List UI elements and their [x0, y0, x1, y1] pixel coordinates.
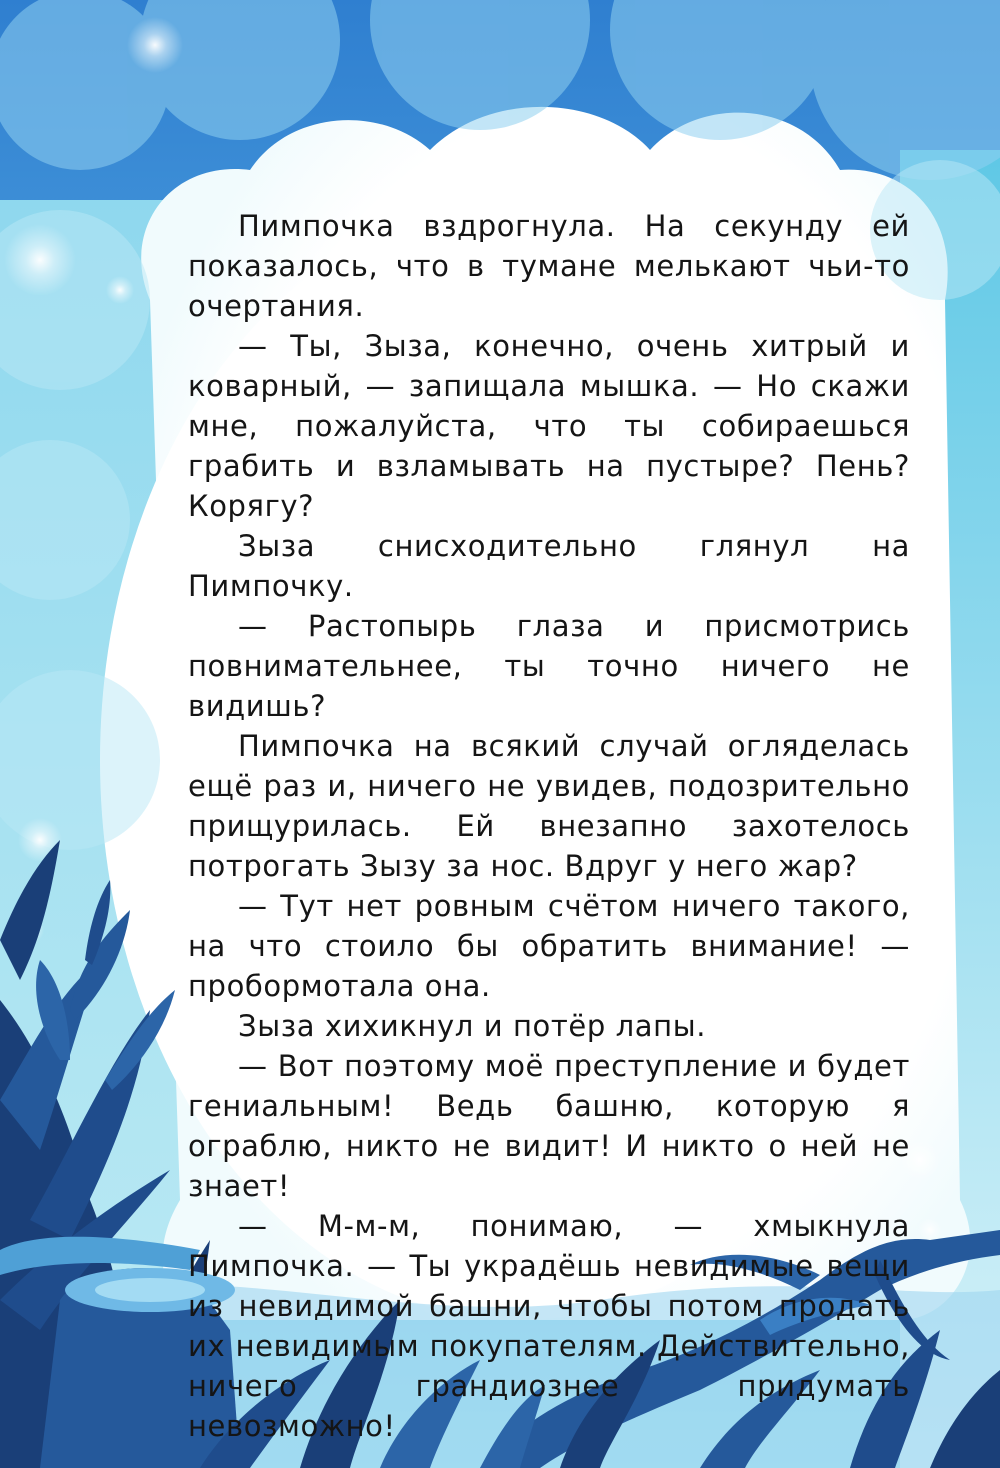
paragraph: — Тут нет ровным счётом ничего такого, на что стоило бы обратить внимание! — пробормотала она.: [188, 889, 910, 1003]
paragraph: Зыза снисходительно глянул на Пимпочку.: [188, 529, 910, 603]
paragraph: — М-м-м, понимаю, — хмыкнула Пимпочка. — Ты украдёшь невидимые вещи из невидимой башни, чтобы потом продать их невидимым покупателям. Действительно, ничего грандиознее придумать невозможно!: [188, 1209, 910, 1443]
paragraph: — Ты, Зыза, конечно, очень хитрый и коварный, — запищала мышка. — Но скажи мне, пожалуйста, что ты собираешься грабить и взламывать на пустыре? Пень? Корягу?: [188, 329, 910, 523]
paragraph: Пимпочка на всякий случай огляделась ещё раз и, ничего не увидев, подозрительно прищурилась. Ей внезапно захотелось потрогать Зызу за нос. Вдруг у него жар?: [188, 729, 910, 883]
paragraph: — Вот поэтому моё преступление и будет гениальным! Ведь башню, которую я ограблю, никто не видит! И никто о ней не знает!: [188, 1049, 910, 1203]
paragraph: Зыза хихикнул и потёр лапы.: [238, 1009, 707, 1043]
paragraph: Пимпочка вздрогнула. На секунду ей показалось, что в тумане мелькают чьи-то очертания.: [188, 209, 910, 323]
story-text: [188, 206, 910, 1446]
paragraph: — Растопырь глаза и присмотрись повнимательнее, ты точно ничего не видишь?: [188, 609, 910, 723]
